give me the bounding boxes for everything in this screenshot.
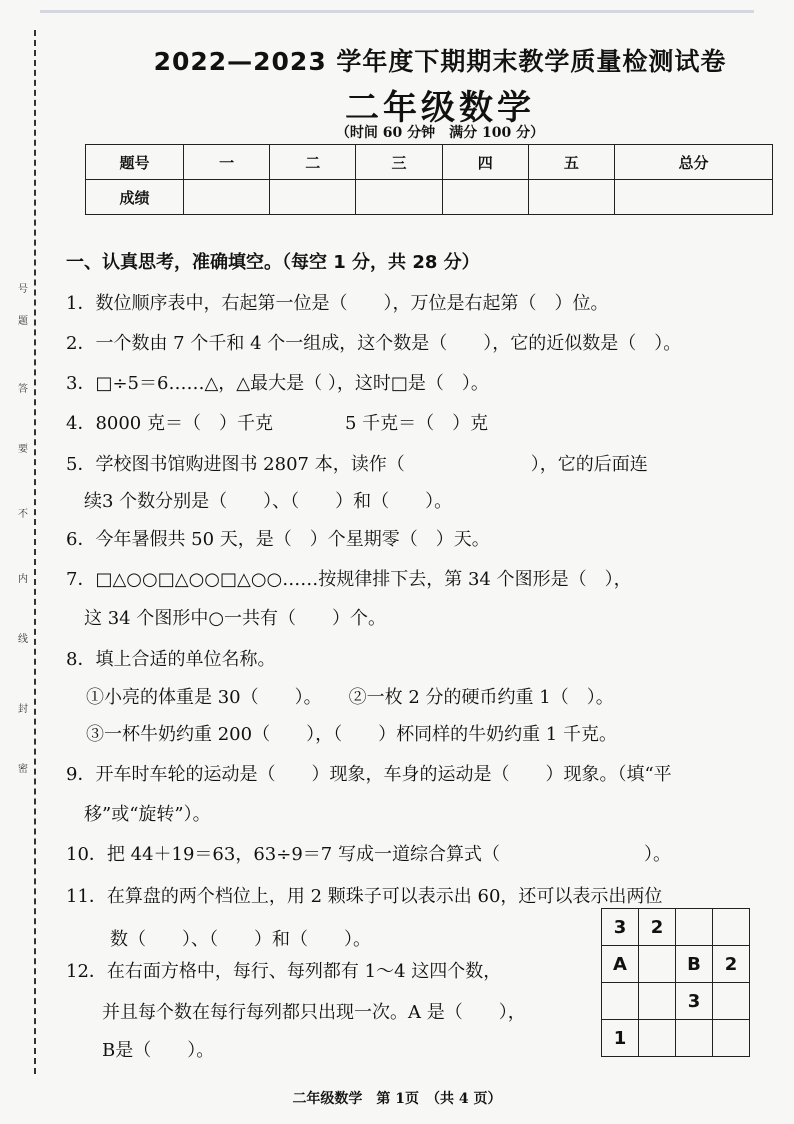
grid-cell: 1: [602, 1020, 639, 1057]
score-cell[interactable]: [615, 180, 773, 215]
grid-cell: 2: [713, 946, 750, 983]
question-line: 4．8000 克＝（ ）千克 5 千克＝（ ）克: [66, 413, 489, 434]
question-line-continued: 数（ ）、（ ）和（ ）。: [110, 929, 371, 950]
question-line: 11．在算盘的两个档位上，用 2 颗珠子可以表示出 60，还可以表示出两位: [66, 886, 663, 907]
grid-cell: [639, 983, 676, 1020]
score-header-cell: 题号: [86, 145, 184, 180]
score-header-cell: 总分: [615, 145, 773, 180]
question-line-continued: 这 34 个图形中○一共有（ ）个。: [84, 608, 387, 629]
question-line: 3．□÷5＝6……△，△最大是（ ），这时□是（ ）。: [66, 373, 489, 394]
grid-cell: 3: [602, 909, 639, 946]
question-line: 2．一个数由 7 个千和 4 个一组成，这个数是（ ），它的近似数是（ ）。: [66, 333, 682, 354]
question-line: 12．在右面方格中，每行、每列都有 1～4 这四个数，: [66, 961, 502, 982]
question-subitem: ①小亮的体重是 30（ ）。 ②一枚 2 分的硬币约重 1（ ）。: [86, 687, 614, 708]
page-footer: 二年级数学 第 1页 （共 4 页）: [292, 1091, 502, 1107]
side-label: 线: [18, 634, 28, 645]
question-line-continued: 并且每个数在每行每列都只出现一次。A 是（ ），: [102, 1002, 526, 1023]
question-line: 10．把 44＋19＝63，63÷9＝7 写成一道综合算式（ ）。: [66, 844, 671, 865]
question-line: 8．填上合适的单位名称。: [66, 649, 276, 670]
score-table: [85, 144, 773, 215]
grid-cell: [713, 983, 750, 1020]
grid-cell: [676, 1020, 713, 1057]
side-label: 密: [18, 764, 28, 775]
side-label: 题: [18, 316, 28, 327]
question-line: 1．数位顺序表中，右起第一位是（ ），万位是右起第（ ）位。: [66, 293, 609, 314]
side-label: 封: [18, 704, 28, 715]
score-header-cell: 二: [270, 145, 356, 180]
grid-cell: [639, 946, 676, 983]
section-heading: 一、认真思考，准确填空。（每空 1 分，共 28 分）: [66, 252, 480, 273]
grid-cell: [676, 909, 713, 946]
grid-cell: [639, 1020, 676, 1057]
score-header-cell: 一: [184, 145, 270, 180]
exam-title: 2022—2023 学年度下期期末教学质量检测试卷: [153, 47, 727, 76]
top-scan-line: [40, 10, 754, 13]
question-line-continued: B是（ ）。: [102, 1040, 215, 1061]
exam-subject: 二年级数学: [345, 88, 535, 128]
score-row-label: 成绩: [86, 180, 184, 215]
sudoku-grid: [601, 908, 750, 1057]
grid-cell: [713, 909, 750, 946]
grid-cell: 2: [639, 909, 676, 946]
score-cell[interactable]: [356, 180, 442, 215]
question-subitem: ③一杯牛奶约重 200（ ），（ ）杯同样的牛奶约重 1 千克。: [86, 724, 617, 745]
score-cell[interactable]: [528, 180, 614, 215]
binding-dashed-line: [34, 30, 36, 1074]
question-line-continued: 移”或“旋转”）。: [84, 804, 211, 825]
score-header-cell: 三: [356, 145, 442, 180]
question-line: 5．学校图书馆购进图书 2807 本，读作（ ），它的后面连: [66, 454, 648, 475]
score-header-cell: 五: [528, 145, 614, 180]
score-cell[interactable]: [270, 180, 356, 215]
score-header-cell: 四: [442, 145, 528, 180]
score-cell[interactable]: [184, 180, 270, 215]
side-label: 号: [18, 284, 28, 295]
question-line-continued: 续3 个数分别是（ ）、（ ）和（ ）。: [84, 491, 453, 512]
side-label: 内: [18, 574, 28, 585]
question-line: 9．开车时车轮的运动是（ ）现象，车身的运动是（ ）现象。（填“平: [66, 764, 672, 785]
score-cell[interactable]: [442, 180, 528, 215]
side-label: 要: [18, 444, 28, 455]
grid-cell: B: [676, 946, 713, 983]
question-line: 7．□△○○□△○○□△○○……按规律排下去，第 34 个图形是（ ），: [66, 569, 632, 590]
question-line: 6．今年暑假共 50 天，是（ ）个星期零（ ）天。: [66, 529, 490, 550]
side-label: 不: [18, 509, 28, 520]
side-label: 答: [18, 384, 28, 395]
grid-cell: 3: [676, 983, 713, 1020]
score-table-header-row: [86, 145, 773, 180]
grid-cell: [713, 1020, 750, 1057]
grid-cell: A: [602, 946, 639, 983]
score-table-score-row: [86, 180, 773, 215]
exam-time-info: （时间 60 分钟 满分 100 分）: [335, 125, 545, 141]
grid-cell: [602, 983, 639, 1020]
